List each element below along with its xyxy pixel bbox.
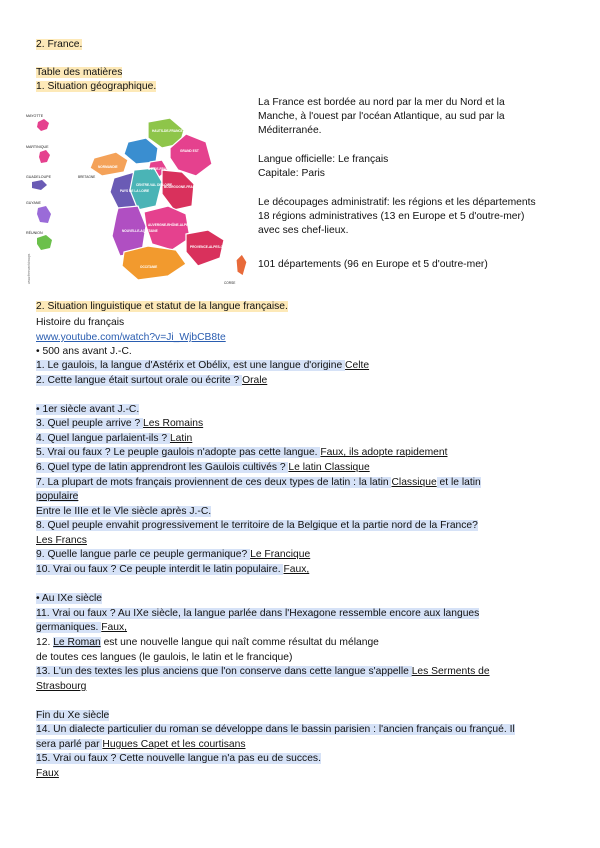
question-4: 4. Quel langue parlaient-ils ? Latin [36, 433, 193, 444]
question-3: 3. Quel peuple arrive ? Les Romains [36, 418, 204, 429]
question-14: 14. Un dialecte particulier du roman se développe dans le bassin parisien : l'ancien français ou françué. Il [36, 724, 515, 735]
region-label: OCCITANIE [140, 265, 158, 269]
question-13: 13. L'un des textes les plus anciens que l'on conserve dans cette langue s'appelle Les Serments de [36, 666, 490, 677]
question-2: 2. Cette langue était surtout orale ou écrite ? Orale [36, 375, 268, 386]
question-9: 9. Quelle langue parle ce peuple germanique? Le Francique [36, 549, 311, 560]
text-line: Capitale: Paris [258, 168, 325, 179]
video-link[interactable]: www.youtube.com/watch?v=Ji_WjbCB8te [36, 332, 226, 343]
region-label: CORSE [224, 281, 236, 285]
section-2-title: 2. Situation linguistique et statut de la langue française. [36, 301, 288, 312]
text-line: Le découpages administratif: les régions et les départements [258, 197, 536, 208]
admin-divisions [258, 196, 536, 238]
region-label: BRETAGNE [78, 175, 96, 179]
text-line: Langue officielle: Le français [258, 154, 389, 165]
inset-label: MARTINIQUE [26, 145, 49, 149]
inset-label: RÉUNION [26, 231, 43, 235]
region-label: HAUTS-DE-FRANCE [152, 129, 183, 133]
region-label: PROVENCE-ALPES-CÔTE D'AZUR [190, 245, 243, 249]
question-12-cont: de toutes ces langues (le gaulois, le latin et le francique) [36, 652, 293, 663]
question-8: 8. Quel peuple envahit progressivement le territoire de la Belgique et la partie nord de la France? [36, 520, 478, 531]
question-13-answer: Strasbourg [36, 681, 87, 692]
question-12: 12. Le Roman est une nouvelle langue qui naît comme résultat du mélange [36, 637, 379, 648]
question-14-cont: sera parlé par Hugues Capet et les courtisans [36, 739, 246, 750]
text-line: avec ses chef-lieux. [258, 225, 349, 236]
period-line: Fin du Xe siècle [36, 710, 110, 721]
geo-description [258, 96, 505, 138]
inset-label: GUADELOUPE [26, 175, 51, 179]
question-7: 7. La plupart de mots français proviennent de ces deux types de latin : la latin Classique et le latin [36, 477, 481, 488]
period-bullet: • 1er siècle avant J.-C. [36, 404, 140, 415]
period-bullet: • Au IXe siècle [36, 593, 102, 604]
history-heading: Histoire du français [36, 317, 125, 328]
region-label: CENTRE-VAL DE LOIRE [136, 183, 173, 187]
region-label: ÎLE-DE-FRANCE [148, 167, 173, 171]
text-line: Manche, à l'ouest par l'océan Atlantique, au sud par la [258, 111, 505, 122]
period-bullet: • 500 ans avant J.-C. [36, 346, 132, 357]
question-8-answer: Les Francs [36, 535, 87, 546]
france-regions-map [24, 108, 250, 288]
text-line: Méditerranée. [258, 125, 322, 136]
mainland-regions [90, 118, 247, 280]
question-15: 15. Vrai ou faux ? Cette nouvelle langue n'a pas eu de succes. [36, 753, 321, 764]
text-line: 18 régions administratives (13 en Europe et 5 d'outre-mer) [258, 211, 525, 222]
question-6: 6. Quel type de latin apprendront les Gaulois cultivés ? Le latin Classique [36, 462, 370, 473]
question-5: 5. Vrai ou faux ? Le peuple gaulois n'adopte pas cette langue. Faux, ils adopte rapidement [36, 447, 448, 458]
period-line: Entre le IIIe et le Vle siècle après J.-C. [36, 506, 212, 517]
question-1: 1. Le gaulois, la langue d'Astérix et Obélix, est une langue d'origine Celte [36, 360, 370, 371]
section-1-title: 1. Situation géographique. [36, 81, 157, 92]
question-11: 11. Vrai ou faux ? Au IXe siècle, la langue parlée dans l'Hexagone ressemble encore aux langues [36, 608, 480, 619]
region-label: PAYS DE LA LOIRE [120, 189, 150, 193]
text-line: La France est bordée au nord par la mer du Nord et la [258, 97, 505, 108]
departments-count: 101 départements (96 en Europe et 5 d'outre-mer) [258, 259, 488, 270]
doc-heading: 2. France. [36, 39, 83, 50]
region-label: NORMANDIE [98, 165, 118, 169]
inset-label: GUYANE [26, 201, 41, 205]
question-15-answer: Faux [36, 768, 59, 779]
inset-label: MAYOTTE [26, 114, 44, 118]
map-credit: www.freeworldmaps [27, 253, 31, 284]
question-11-cont: germaniques. Faux, [36, 622, 128, 633]
question-7-answer: populaire [36, 491, 79, 502]
toc-heading: Table des matières [36, 67, 123, 78]
region-label: BOURGOGNE-FRANCHE-COMTÉ [164, 185, 215, 189]
region-label: NOUVELLE-AQUITAINE [122, 229, 158, 233]
region-label: GRAND EST [180, 149, 199, 153]
region-label: AUVERGNE-RHÔNE-ALPES [148, 223, 191, 227]
question-10: 10. Vrai ou faux ? Ce peuple interdit le latin populaire. Faux, [36, 564, 310, 575]
language-capital [258, 153, 388, 181]
